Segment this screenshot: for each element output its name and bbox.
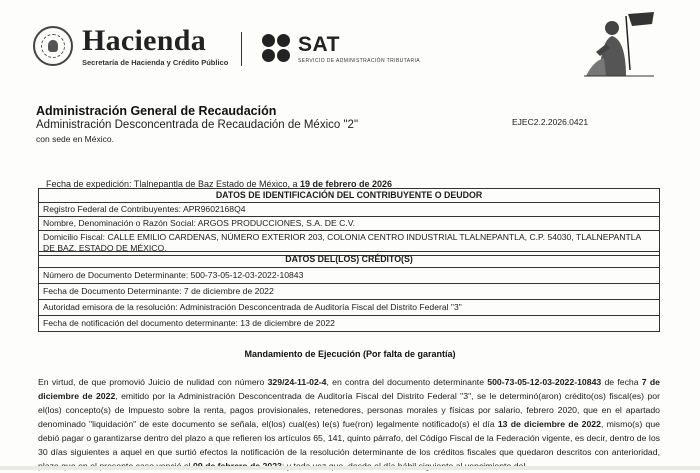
notification-date: 13 de diciembre de 2022: [497, 419, 601, 429]
issue-date-label: Fecha de expedición: Tlalnepantla de Baz Estado de México, a: [46, 179, 298, 189]
mandate-text: En virtud, de que promovió Juicio de nulidad con número: [38, 377, 268, 387]
mandate-paragraph: [38, 375, 660, 473]
taxpayer-address: Domicilio Fiscal: CALLE EMILIO CARDENAS, NÚMERO EXTERIOR 203, COLONIA CENTRO INDUSTRIAL TLALNEPANTLA, C.P. 54030, TLALNEPANTLA DE BAZ, ESTADO DE MÉXICO.: [39, 231, 660, 256]
taxpayer-rfc: Registro Federal de Contribuyentes: APR9602168Q4: [39, 203, 660, 217]
credits-heading: DATOS DEL(LOS) CRÉDITO(S): [39, 252, 660, 268]
agency-seat: con sede en México.: [36, 134, 114, 144]
agency-title: Administración General de Recaudación: [36, 104, 277, 118]
issue-date-value: 19 de febrero de 2026: [300, 179, 393, 189]
taxpayer-table: [38, 188, 660, 256]
sat-logo-text: SAT: [298, 33, 340, 56]
patria-emblem-icon: [582, 10, 656, 78]
mandate-text: , en contra del documento determinante: [326, 377, 488, 387]
agency-subtitle: Administración Desconcentrada de Recaudación de México "2": [36, 119, 359, 131]
hacienda-subtitle: Secretaría de Hacienda y Crédito Público: [82, 58, 229, 67]
taxpayer-name: Nombre, Denominación o Razón Social: ARGOS PRODUCCIONES, S.A. DE C.V.: [39, 217, 660, 231]
mandate-text: , emitido por la Administración Desconcentrada de Auditoría Fiscal del Distrito Federal "3", se le determinó(aron) crédito(os) fiscal(es) por el(los) concepto(s) de Impuesto sobre la renta, pagos provisionales, retenedores, personas morales y físicas por salario, febrero 2020, que en el apartado denominado "liquidación" de este documento se señala, el(los) cual(es) le(s) fue(ron) legalmente notificado(s) el día: [38, 391, 660, 429]
page-bottom-edge: [0, 466, 700, 470]
credit-document-date: Fecha de Documento Determinante: 7 de diciembre de 2022: [39, 284, 660, 300]
mandate-text: de fecha: [601, 377, 642, 387]
taxpayer-heading: DATOS DE IDENTIFICACIÓN DEL CONTRIBUYENTE O DEUDOR: [39, 189, 660, 203]
credit-notification-date: Fecha de notificación del documento determinante: 13 de diciembre de 2022: [39, 316, 660, 332]
credit-issuing-authority: Autoridad emisora de la resolución: Administración Desconcentrada de Auditoría Fiscal del Distrito Federal "3": [39, 300, 660, 316]
credits-table: [38, 251, 660, 332]
reference-code: EJEC2.2.2026.0421: [512, 117, 589, 127]
lawsuit-number: 329/24-11-02-4: [267, 377, 327, 387]
determinant-date: 7 de diciembre de 2022: [38, 377, 660, 401]
sat-subtitle: SERVICIO DE ADMINISTRACIÓN TRIBUTARIA: [298, 58, 421, 64]
credit-document-number: Número de Documento Determinante: 500-73-05-12-03-2022-10843: [39, 268, 660, 284]
mandate-text: , mismo(s) que debió pagar o garantizarse dentro del plazo a que refieren los artículos 65, 141, quinto párrafo, del Código Fiscal de la Federación vigente, es decir, dentro de los 30 días siguientes a aquel en que surtió efectos la notificación de la resolución determinante de los créditos fiscales que quedaron descritos con anterioridad,: [38, 419, 660, 457]
header-divider: [241, 32, 242, 66]
sat-dots-icon: [262, 34, 292, 64]
mexican-coat-of-arms-icon: [33, 26, 73, 66]
hacienda-logo-text: Hacienda: [82, 24, 207, 57]
determinant-number: 500-73-05-12-03-2022-10843: [487, 377, 602, 387]
mandate-title: Mandamiento de Ejecución (Por falta de garantía): [244, 349, 456, 359]
